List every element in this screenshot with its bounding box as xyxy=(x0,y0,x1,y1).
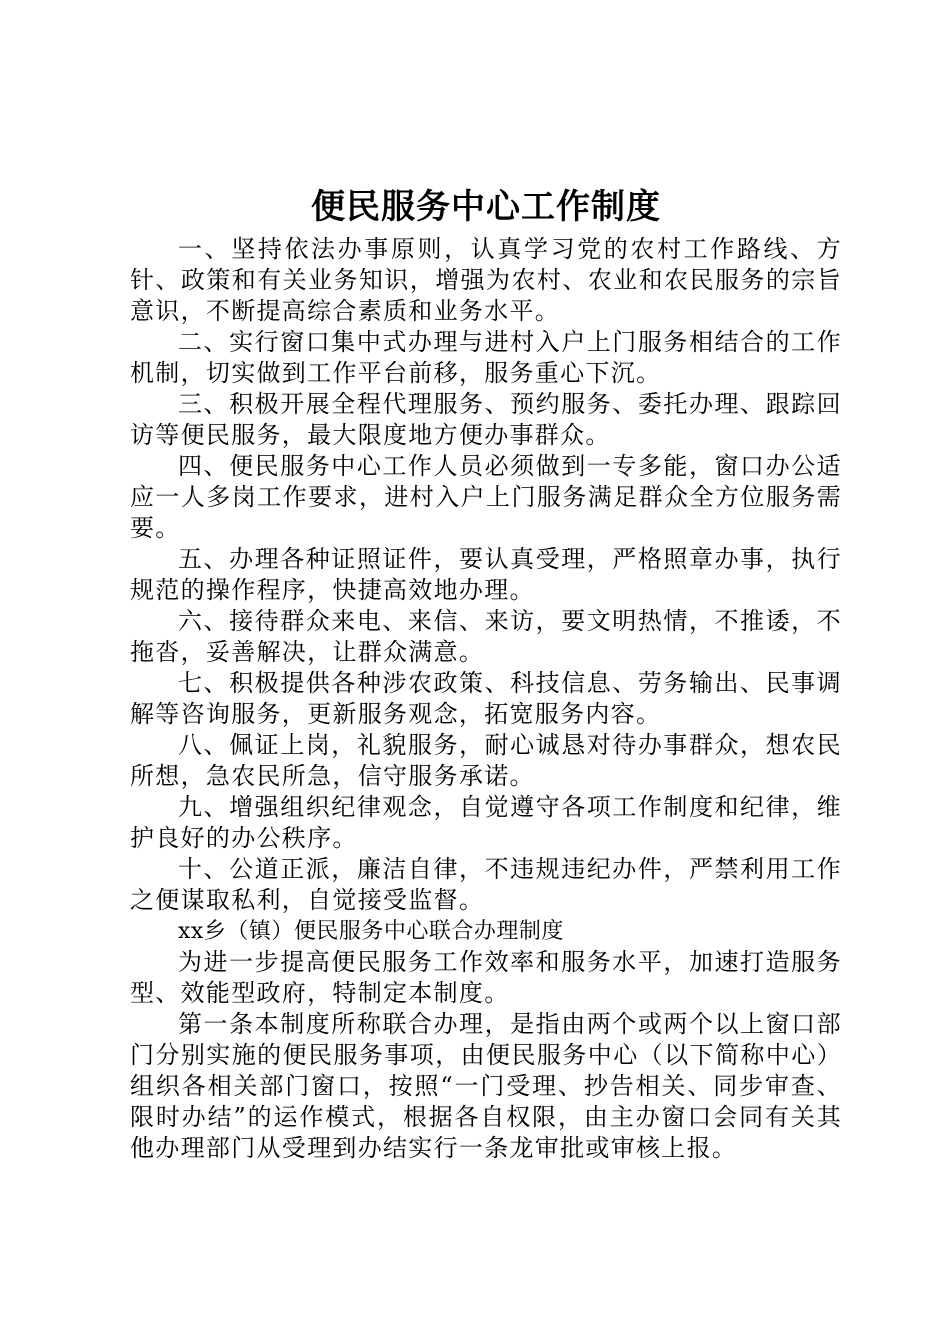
document-body xyxy=(130,234,842,1164)
rule-paragraph-2: 二、实行窗口集中式办理与进村入户上门服务相结合的工作机制，切实做到工作平台前移，服务重心下沉。 xyxy=(130,328,842,387)
rule-paragraph-9: 九、增强组织纪律观念，自觉遵守各项工作制度和纪律，维护良好的办公秩序。 xyxy=(130,793,842,852)
rule-paragraph-8: 八、佩证上岗，礼貌服务，耐心诚恳对待办事群众，想农民所想，急农民所急，信守服务承诺。 xyxy=(130,731,842,790)
rule-paragraph-6: 六、接待群众来电、来信、来访，要文明热情，不推诿，不拖沓，妥善解决，让群众满意。 xyxy=(130,607,842,666)
rule-paragraph-3: 三、积极开展全程代理服务、预约服务、委托办理、跟踪回访等便民服务，最大限度地方便办事群众。 xyxy=(130,390,842,449)
section-paragraph-2: 第一条本制度所称联合办理，是指由两个或两个以上窗口部门分别实施的便民服务事项，由便民服务中心（以下简称中心）组织各相关部门窗口，按照“一门受理、抄告相关、同步审查、限时办结”的运作模式，根据各自权限，由主办窗口会同有关其他办理部门从受理到办结实行一条龙审批或审核上报。 xyxy=(130,1010,842,1162)
document-page xyxy=(130,180,842,1164)
rule-paragraph-5: 五、办理各种证照证件，要认真受理，严格照章办事，执行规范的操作程序，快捷高效地办理。 xyxy=(130,545,842,604)
section-subheading: xx乡（镇）便民服务中心联合办理制度 xyxy=(178,919,564,944)
rule-paragraph-10: 十、公道正派，廉洁自律，不违规违纪办件，严禁利用工作之便谋取私利，自觉接受监督。 xyxy=(130,855,842,914)
document-title: 便民服务中心工作制度 xyxy=(311,187,661,227)
rule-paragraph-7: 七、积极提供各种涉农政策、科技信息、劳务输出、民事调解等咨询服务，更新服务观念，拓宽服务内容。 xyxy=(130,669,842,728)
section-paragraph-1: 为进一步提高便民服务工作效率和服务水平，加速打造服务型、效能型政府，特制定本制度。 xyxy=(130,948,842,1007)
rule-paragraph-1: 一、坚持依法办事原则，认真学习党的农村工作路线、方针、政策和有关业务知识，增强为农村、农业和农民服务的宗旨意识，不断提高综合素质和业务水平。 xyxy=(130,235,842,325)
rule-paragraph-4: 四、便民服务中心工作人员必须做到一专多能，窗口办公适应一人多岗工作要求，进村入户上门服务满足群众全方位服务需要。 xyxy=(130,452,842,542)
